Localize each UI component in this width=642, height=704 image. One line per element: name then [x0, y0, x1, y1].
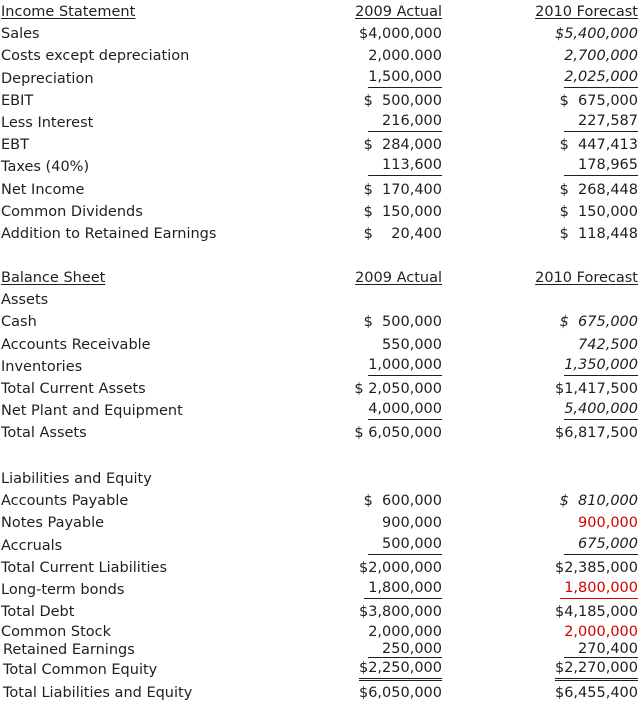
balance-col-actual: 2009 Actual [355, 270, 442, 286]
forecast-value: 227,587 [564, 112, 638, 132]
forecast-value: $ 675,000 [559, 92, 638, 109]
forecast-value: 1,800,000 [560, 579, 638, 599]
actual-value: 1,800,000 [364, 579, 442, 599]
table-row [0, 378, 642, 400]
row-label: Inventories [1, 358, 83, 375]
table-row [0, 682, 642, 704]
row-label: Addition to Retained Earnings [1, 225, 217, 242]
row-label: Common Stock [1, 624, 112, 641]
table-row [0, 45, 642, 67]
balance-sheet-title: Balance Sheet [1, 270, 106, 286]
table-row [0, 356, 642, 378]
forecast-value: $5,400,000 [554, 26, 638, 43]
row-label: Total Common Equity [3, 662, 158, 679]
actual-value: $ 20,400 [363, 225, 442, 242]
table-row [0, 156, 642, 178]
row-label: Cash [1, 314, 37, 331]
actual-value: $ 150,000 [363, 203, 442, 220]
forecast-value: 5,400,000 [564, 400, 638, 420]
table-row [0, 512, 642, 534]
table-row [0, 68, 642, 90]
actual-value: $2,000,000 [358, 559, 442, 576]
income-statement-title: Income Statement [1, 4, 136, 20]
balance-sheet-assets [0, 267, 642, 445]
balance-col-forecast: 2010 Forecast [535, 270, 638, 286]
actual-value: $2,250,000 [359, 659, 442, 681]
row-label: Costs except depreciation [1, 48, 190, 65]
table-row [0, 490, 642, 512]
actual-value: 4,000,000 [368, 400, 442, 420]
table-row [0, 579, 642, 601]
forecast-value: $ 150,000 [559, 203, 638, 220]
forecast-value: 1,350,000 [564, 356, 638, 376]
table-row [0, 90, 642, 112]
assets-heading: Assets [1, 292, 49, 309]
row-label: Notes Payable [1, 515, 105, 532]
forecast-value: $2,270,000 [555, 659, 638, 681]
row-label: Total Assets [1, 425, 87, 442]
forecast-value: 178,965 [564, 156, 638, 176]
table-row [0, 659, 642, 681]
table-row [0, 311, 642, 333]
income-statement [0, 1, 642, 245]
actual-value: $6,050,000 [358, 684, 442, 701]
forecast-value: $4,185,000 [554, 604, 638, 621]
row-label: Sales [1, 26, 40, 43]
liabilities-heading: Liabilities and Equity [1, 471, 152, 487]
actual-value: 500,000 [368, 535, 442, 555]
table-row [0, 201, 642, 223]
table-row [0, 223, 642, 245]
forecast-value: $2,385,000 [554, 559, 638, 576]
row-label: EBT [1, 137, 29, 154]
table-row [0, 557, 642, 579]
assets-heading-row [0, 289, 642, 311]
actual-value: 250,000 [368, 641, 442, 658]
forecast-value: 2,025,000 [564, 68, 638, 88]
forecast-value: 900,000 [578, 515, 638, 532]
table-row [0, 641, 642, 659]
liabilities-heading-row [0, 468, 642, 490]
actual-value: $4,000,000 [358, 26, 442, 43]
forecast-value: $ 268,448 [559, 181, 638, 198]
row-label: Net Income [1, 181, 85, 198]
actual-value: $ 284,000 [363, 137, 442, 154]
actual-value: 113,600 [368, 156, 442, 176]
actual-value: $ 500,000 [363, 92, 442, 109]
row-label: Total Debt [1, 604, 75, 621]
balance-sheet-liabilities [0, 468, 642, 704]
table-row [0, 23, 642, 45]
table-row [0, 400, 642, 422]
row-label: EBIT [1, 92, 34, 109]
income-col-forecast: 2010 Forecast [535, 4, 638, 20]
row-label: Depreciation [1, 70, 94, 87]
forecast-value: $ 810,000 [559, 493, 638, 510]
table-row [0, 623, 642, 641]
actual-value: 2,000.000 [368, 48, 442, 65]
balance-header-row [0, 267, 642, 289]
actual-value: $ 170,400 [363, 181, 442, 198]
row-label: Accruals [1, 537, 63, 554]
row-label: Less Interest [1, 114, 94, 131]
forecast-value: 2,700,000 [564, 48, 638, 65]
actual-value: 1,000,000 [368, 356, 442, 376]
row-label: Long-term bonds [1, 581, 125, 598]
forecast-value: 270,400 [564, 641, 638, 658]
row-label: Common Dividends [1, 203, 143, 220]
actual-value: 2,000,000 [368, 624, 442, 641]
table-row [0, 334, 642, 356]
table-row [0, 601, 642, 623]
row-label: Accounts Payable [1, 493, 129, 510]
forecast-value: $ 447,413 [559, 137, 638, 154]
table-row [0, 535, 642, 557]
forecast-value: $1,417,500 [554, 380, 638, 397]
row-label: Retained Earnings [3, 642, 135, 659]
table-row [0, 134, 642, 156]
table-row [0, 112, 642, 134]
forecast-value: 2,000,000 [564, 624, 638, 641]
table-row [0, 179, 642, 201]
actual-value: $3,800,000 [358, 604, 442, 621]
income-col-actual: 2009 Actual [355, 4, 442, 20]
forecast-value: $ 118,448 [559, 225, 638, 242]
actual-value: $ 500,000 [363, 314, 442, 331]
forecast-value: $ 675,000 [559, 314, 638, 331]
actual-value: 550,000 [382, 336, 442, 353]
forecast-value: $6,455,400 [554, 684, 638, 701]
row-label: Total Liabilities and Equity [3, 684, 193, 701]
row-label: Taxes (40%) [1, 159, 90, 176]
actual-value: 900,000 [382, 515, 442, 532]
income-header-row [0, 1, 642, 23]
row-label: Net Plant and Equipment [1, 403, 183, 420]
actual-value: $ 2,050,000 [354, 380, 442, 397]
forecast-value: 675,000 [564, 535, 638, 555]
actual-value: 1,500,000 [368, 68, 442, 88]
actual-value: $ 6,050,000 [354, 425, 442, 442]
forecast-value: $6,817,500 [554, 425, 638, 442]
row-label: Accounts Receivable [1, 336, 151, 353]
actual-value: $ 600,000 [363, 493, 442, 510]
row-label: Total Current Liabilities [1, 559, 168, 576]
forecast-value: 742,500 [578, 336, 638, 353]
row-label: Total Current Assets [1, 380, 146, 397]
table-row [0, 422, 642, 444]
actual-value: 216,000 [368, 112, 442, 132]
